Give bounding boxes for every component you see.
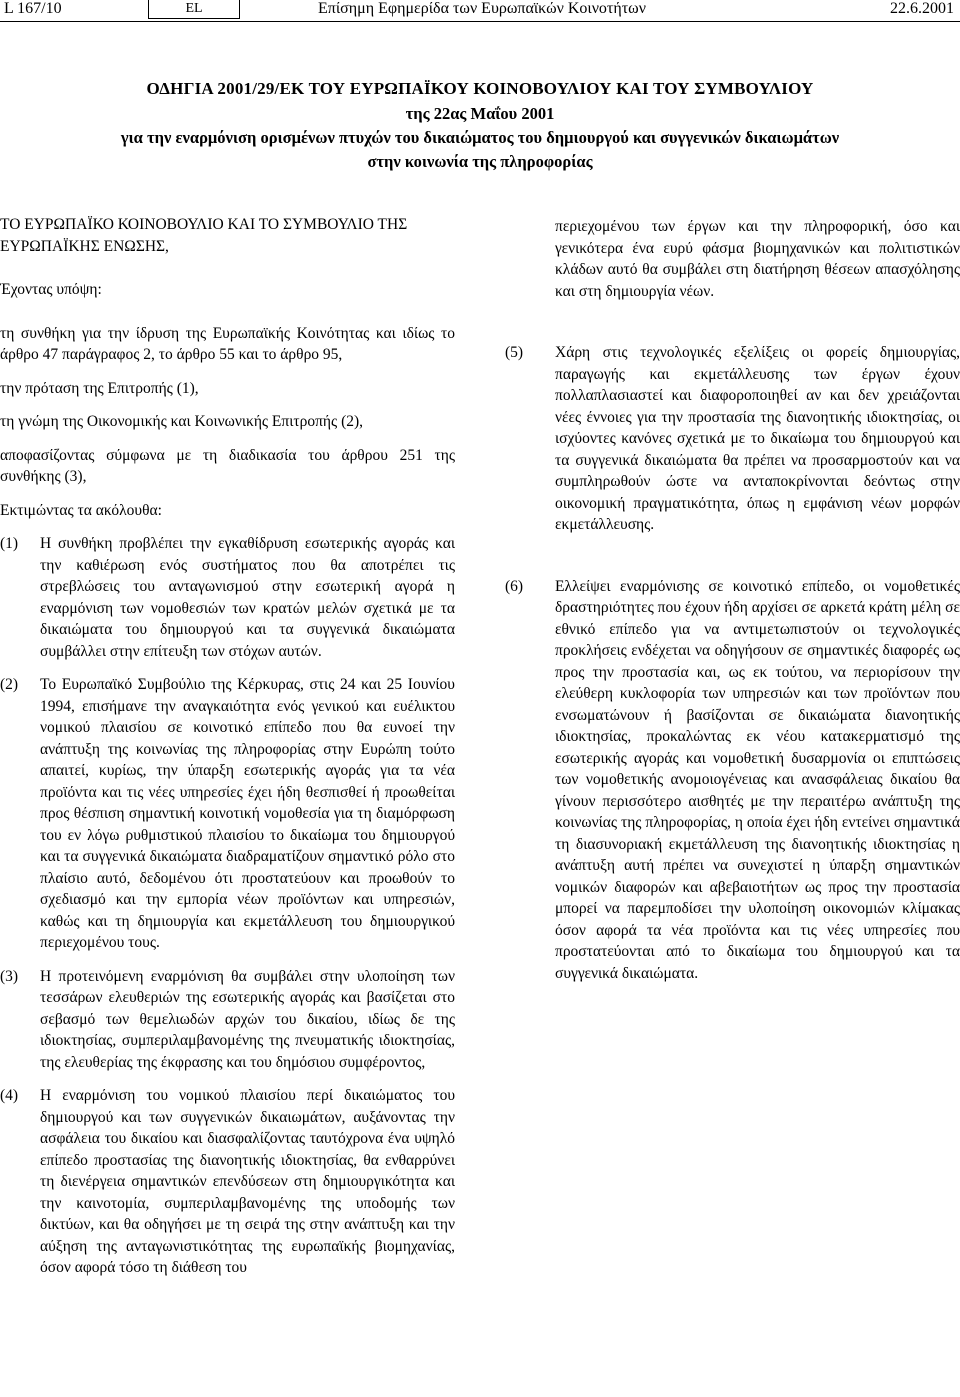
recital-1 — [0, 533, 455, 662]
recital-number: (5) — [505, 344, 524, 361]
recital-4 — [0, 1085, 455, 1279]
having-regard-heading: Έχοντας υπόψη: — [0, 281, 102, 298]
recital-text: Χάρη στις τεχνολογικές εξελίξεις οι φορείς δημιουργίας, παραγωγής και εκμετάλλευσης των έργων έχουν πολλαπλασιαστεί και διαφοροποιηθεί αν και δεν χρειάζονται νέες έννοιες για την προστασία της διανοητικής ιδιοκτησίας, οι ισχύοντες κανόνες σχετικά με το δικαίωμα του δημιουργού και τα συγγενικά δικαιώματα θα πρέπει να προσαρμοστούν και να συμπληρωθούν ώστε να ανταποκρίνονται δεόντως στην οικονομική πραγματικότητα, όπως η εμφάνιση νέων μορφών εκμετάλλευσης. — [555, 344, 960, 533]
page-reference: L 167/10 — [4, 0, 62, 17]
directive-title-line-1: ΟΔΗΓΙΑ 2001/29/ΕΚ ΤΟΥ ΕΥΡΩΠΑΪΚΟΥ ΚΟΙΝΟΒΟΥΛΙΟΥ ΚΑΙ ΤΟΥ ΣΥΜΒΟΥΛΙΟΥ — [146, 79, 814, 98]
proposal-ref: (1), — [176, 379, 199, 397]
recital-number: (6) — [505, 577, 524, 595]
procedure-citation — [0, 445, 455, 488]
language-code-box: EL — [148, 0, 240, 19]
treaty-citation: τη συνθήκη για την ίδρυση της Ευρωπαϊκής Κοινότητας και ιδίως το άρθρο 47 παράγραφος 2, το άρθρο 55 και το άρθρο 95, — [0, 324, 455, 363]
recital-number: (3) — [0, 967, 19, 985]
header-rule — [0, 21, 960, 22]
recital-3 — [0, 966, 455, 1074]
recital-text: Η εναρμόνιση του νομικού πλαισίου περί δικαιώματος του δημιουργού και των συγγενικών δικαιωμάτων, αυξάνοντας την ασφάλεια του δικαίου και διασφαλίζοντας ταυτόχρονα ένα υψηλό επίπεδο προστασίας της διανοητικής ιδιοκτησίας, θα ενθαρρύνει τη διενέργεια σημαντικών επενδύσεων στη δημιουργικότητα και την καινοτομία, συμπεριλαμβανομένης της υποδομής των δικτύων, και θα οδηγήσει με τη σειρά της στην ανάπτυξη και την αύξηση της ανταγωνιστικότητας της ευρωπαϊκής βιομηχανίας, όσον αφορά τόσο τη διάθεση του — [40, 1087, 455, 1276]
journal-header — [0, 0, 960, 22]
right-column — [505, 216, 960, 984]
recital-number: (1) — [0, 535, 19, 552]
opinion-text: τη γνώμη της Οικονομικής και Κοινωνικής Επιτροπής — [0, 413, 338, 430]
directive-title-line-2: της 22ας Μαΐου 2001 — [405, 104, 555, 123]
recital-2 — [0, 674, 455, 954]
publication-date: 22.6.2001 — [890, 0, 954, 17]
recital-text: Το Ευρωπαϊκό Συμβούλιο της Κέρκυρας, στις 24 και 25 Ιουνίου 1994, επισήμανε την αναγκαιότητα ενός γενικού και ευέλικτου νομικού πλαισίου σε κοινοτικό επίπεδο που θα ευνοεί την ανάπτυξη της κοινωνίας της πληροφορίας στην Ευρώπη τούτο απαιτεί, κυρίως, την ύπαρξη εσωτερικής αγοράς για τα νέα προϊόντα και τις νέες υπηρεσίες έχει ήδη θεσπισθεί ή προωθείται προς θέσπιση σημαντική κοινοτική νομοθεσία για τη διαμόρφωση του εν λόγω ρυθμιστικού πλαισίου το δικαίωμα του δημιουργού και τα συγγενικά δικαιώματα διαδραματίζουν σημαντικό ρόλο στο πλαίσιο αυτό, δεδομένου ότι προστατεύουν και προωθούν το σχεδιασμό και την εμπορία νέων προϊόντων και υπηρεσιών, καθώς και τη δημιουργία και εκμετάλλευση του δημιουργικού περιεχομένου τους. — [40, 676, 455, 951]
recital-number: (2) — [0, 676, 19, 693]
procedure-text: αποφασίζοντας σύμφωνα με τη διαδικασία του άρθρου 251 της συνθήκης — [0, 446, 455, 485]
directive-title-line-4: στην κοινωνία της πληροφορίας — [367, 152, 593, 171]
recital-6 — [505, 576, 960, 985]
procedure-ref: (3), — [64, 468, 87, 485]
journal-name: Επίσημη Εφημερίδα των Ευρωπαϊκών Κοινοτήτων — [318, 0, 646, 17]
proposal-text: την πρόταση της Επιτροπής — [0, 379, 173, 397]
recital-text: Ελλείψει εναρμόνισης σε κοινοτικό επίπεδο, οι νομοθετικές δραστηριότητες που έχουν ήδη αρχίσει σε αρκετά κράτη μέλη σε εθνικό επίπεδο για να αντιμετωπιστούν οι τεχνολογικές προκλήσεις ενδέχεται να οδηγήσουν σε σημαντικές διαφορές ως προς την προστασία και, ως εκ τούτου, να περιορίσουν την ελεύθερη κυκλοφορία των υπηρεσιών και των προϊόντων που ενσωματώνουν ή βασίζονται σε δικαιώματα διανοητικής ιδιοκτησίας, προκαλώντας εκ νέου κατακερματισμό της εσωτερικής αγοράς και νομοθετική δυσαρμονία οι επιπτώσεις των νομοθετικής ανομοιογένειας και ανασφάλειας δικαίου θα γίνουν περισσότερο αισθητές με την περαιτέρω ανάπτυξη της κοινωνίας της πληροφορίας, η οποία έχει ήδη εντείνει σημαντικά τη διασυνοριακή εκμετάλλευση της διανοητικής ιδιοκτησίας η ανάπτυξη αυτή πρέπει να συνεχιστεί η ύπαρξη σημαντικών νομικών διαφορών και αβεβαιοτήτων ως προς την προστασία μπορεί να παρεμποδίσει την υλοποίηση οικονομιών κλίμακας όσον αφορά τα νέα προϊόντα και τις νέες υπηρεσίες που προστατεύονται από το δικαίωμα του δημιουργού και τα συγγενικά δικαιώματα. — [555, 577, 960, 982]
recital-4-continuation: περιεχομένου των έργων και την πληροφορική, όσο και γενικότερα ένα ευρύ φάσμα βιομηχανικών και πολιτιστικών κλάδων αυτό θα συμβάλει στη διατήρηση θέσεων απασχόλησης και στη δημιουργία νέων. — [555, 218, 960, 300]
recital-number: (4) — [0, 1087, 19, 1104]
directive-title — [40, 76, 920, 174]
proposal-citation — [0, 378, 455, 400]
authors-line: ΤΟ ΕΥΡΩΠΑΪΚΟ ΚΟΙΝΟΒΟΥΛΙΟ ΚΑΙ ΤΟ ΣΥΜΒΟΥΛΙΟ ΤΗΣ ΕΥΡΩΠΑΪΚΗΣ ΕΝΩΣΗΣ, — [0, 216, 408, 255]
opinion-ref: (2), — [341, 413, 364, 430]
directive-title-line-3: για την εναρμόνιση ορισμένων πτυχών του δικαιώματος του δημιουργού και συγγενικών δικαιωμάτων — [120, 128, 840, 147]
opinion-citation — [0, 411, 455, 433]
left-column — [0, 214, 455, 1279]
recital-5 — [505, 342, 960, 536]
recital-text: Η συνθήκη προβλέπει την εγκαθίδρυση εσωτερικής αγοράς και την καθιέρωση ενός συστήματος που θα αποτρέπει τις στρεβλώσεις του ανταγωνισμού στην εσωτερική αγορά η εναρμόνιση των νομοθεσιών των κρατών μελών σχετικά με τα δικαιώματα του δημιουργού και τα συγγενικά δικαιώματα συμβάλλει στην επίτευξη των στόχων αυτών. — [40, 535, 455, 660]
recital-text: Η προτεινόμενη εναρμόνιση θα συμβάλει στην υλοποίηση των τεσσάρων ελευθεριών της εσωτερικής αγοράς και βασίζεται στο σεβασμό των θεμελιωδών αρχών του δικαίου, ιδίως δε της ιδιοκτησίας, συμπεριλαμβανομένης της πνευματικής ιδιοκτησίας, της ελευθερίας της έκφρασης και του δημόσιου συμφέροντος, — [40, 967, 455, 1071]
whereas-heading: Εκτιμώντας τα ακόλουθα: — [0, 501, 162, 519]
